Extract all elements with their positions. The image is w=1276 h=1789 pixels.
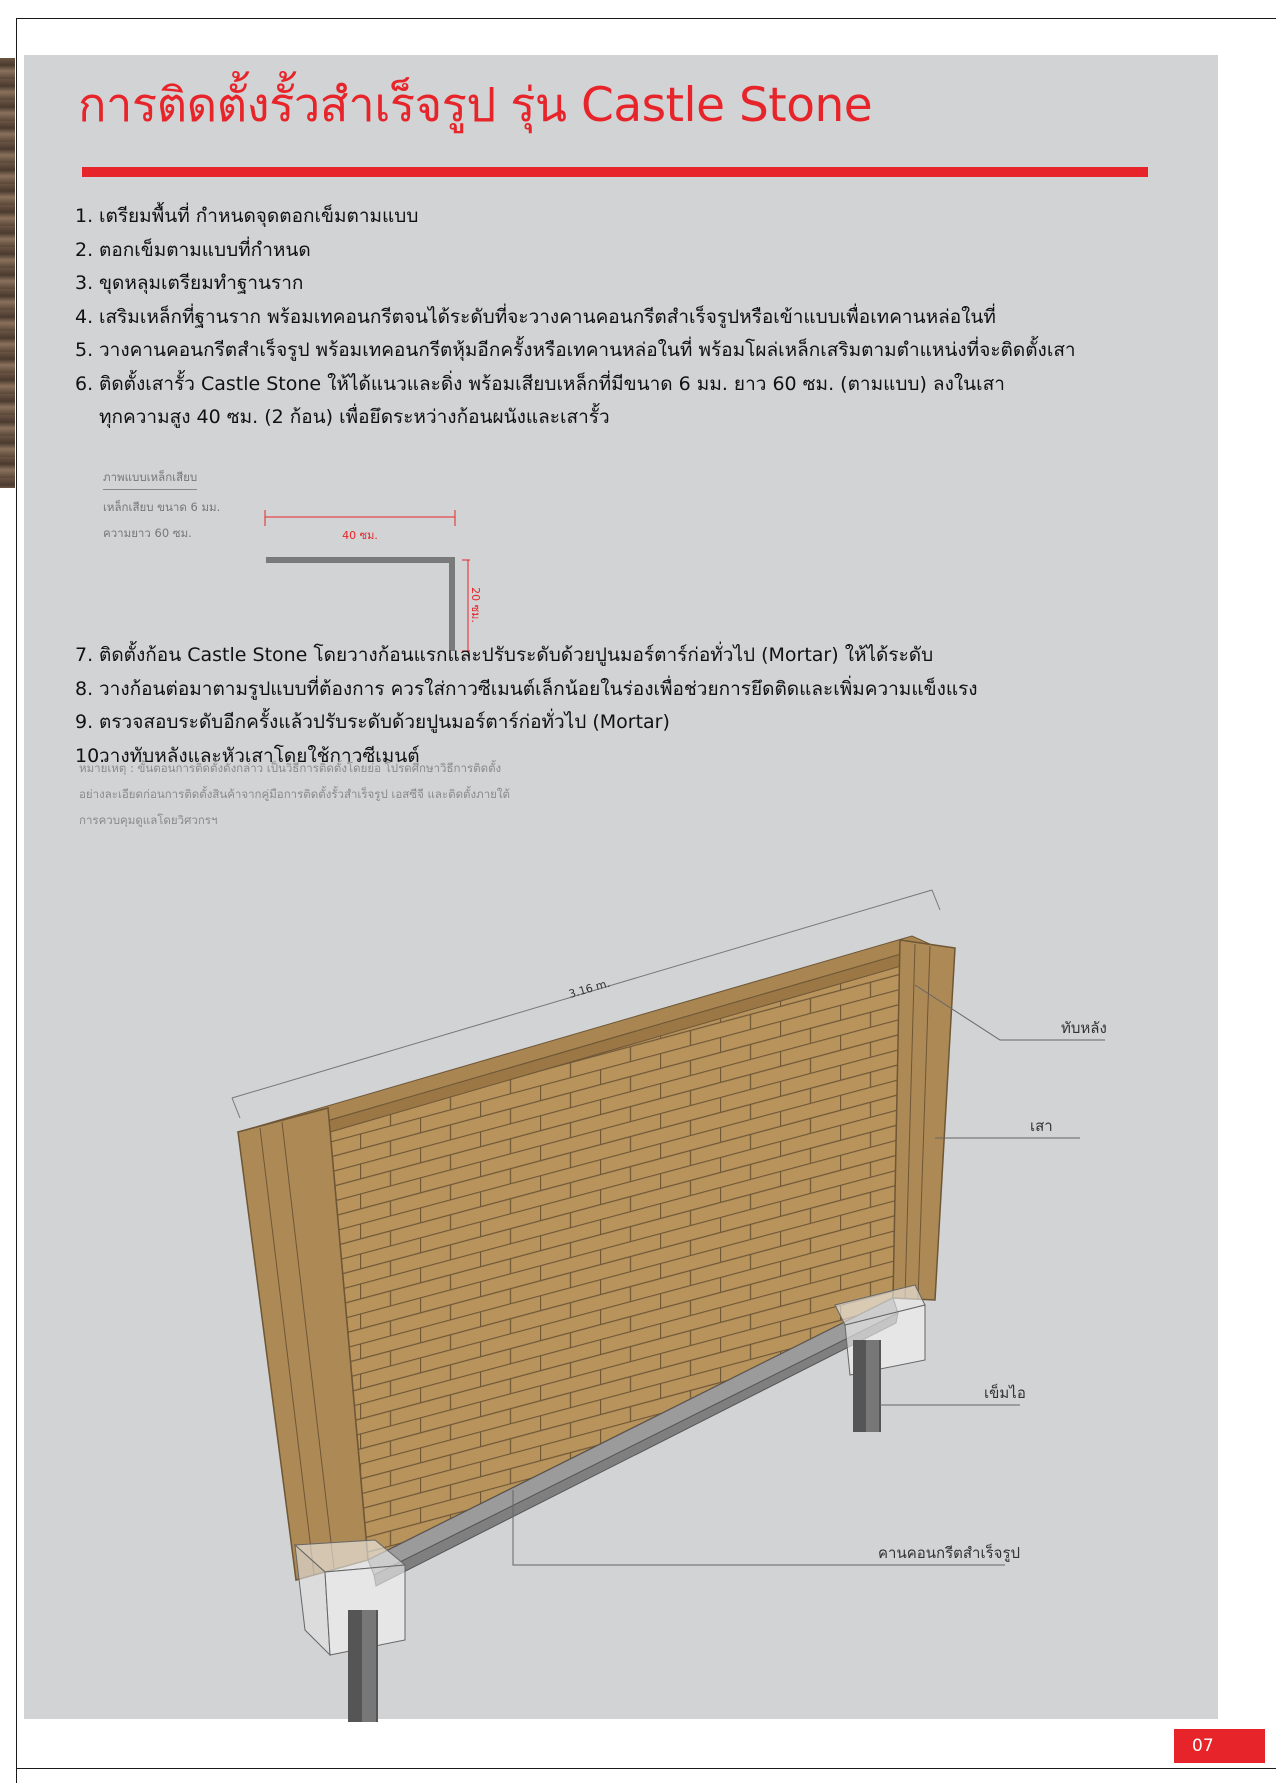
dim-label-vertical: 20 ซม. <box>469 587 482 623</box>
callout-post: เสา <box>1030 1117 1053 1135</box>
callout-beam: คานคอนกรีตสำเร็จรูป <box>878 1544 1021 1562</box>
callout-coping: ทับหลัง <box>1061 1019 1107 1037</box>
callout-pile: เข็มไอ <box>984 1384 1026 1402</box>
dimension-tick-right <box>932 890 940 910</box>
pile-left-flange <box>362 1610 376 1722</box>
step-number: 8. <box>75 677 94 700</box>
step-text: วางคานคอนกรีตสำเร็จรูป พร้อมเทคอนกรีตหุ้มอีกครั้งหรือเทคานหล่อในที่ พร้อมโผล่เหล็กเสริมตามตำแหน่งที่จะติดตั้งเสา <box>99 339 1076 361</box>
step-text: ขุดหลุมเตรียมทำฐานราก <box>99 272 304 294</box>
rebar-detail-size: เหล็กเสียบ ขนาด 6 มม. <box>103 500 221 514</box>
step-number: 10. <box>75 744 106 767</box>
pile-left <box>348 1610 378 1722</box>
step-text: ตรวจสอบระดับอีกครั้งแล้วปรับระดับด้วยปูนมอร์ตาร์ก่อทั่วไป (Mortar) <box>99 711 670 733</box>
step-number: 6. <box>75 372 94 395</box>
step-number: 1. <box>75 205 94 227</box>
step-number: 3. <box>75 272 94 294</box>
dim-label-horizontal: 40 ซม. <box>342 529 378 542</box>
step-number: 2. <box>75 238 94 261</box>
footnote-line: อย่างละเอียดก่อนการติดตั้งสินค้าจากคู่มือการติดตั้งรั้วสำเร็จรูป เอสซีจี และติดตั้งภายใต้ <box>79 787 510 801</box>
step-text: ตอกเข็มตามแบบที่กำหนด <box>99 238 311 261</box>
rebar-detail-length: ความยาว 60 ซม. <box>103 526 192 540</box>
step-number: 7. <box>75 644 94 666</box>
footnote-line: การควบคุมดูแลโดยวิศวกรฯ <box>79 813 218 827</box>
pile-right-flange <box>866 1340 879 1432</box>
step-text: เสริมเหล็กที่ฐานราก พร้อมเทคอนกรีตจนได้ระดับที่จะวางคานคอนกรีตสำเร็จรูปหรือเข้าแบบเพื่อเทคานหล่อในที่ <box>99 305 996 328</box>
step-text: วางก้อนต่อมาตามรูปแบบที่ต้องการ ควรใส่กาวซีเมนต์เล็กน้อยในร่องเพื่อช่วยการยึดติดและเพิ่มความแข็งแรง <box>99 677 978 700</box>
step-number: 5. <box>75 339 94 361</box>
page-title: การติดตั้งรั้วสำเร็จรูป รุ่น Castle Stone <box>78 78 873 133</box>
step-text: วางทับหลังและหัวเสาโดยใช้กาวซีเมนต์ <box>99 744 420 767</box>
step-continuation: ทุกความสูง 40 ซม. (2 ก้อน) เพื่อยึดระหว่างก้อนผนังและเสารั้ว <box>99 406 610 428</box>
step-text: ติดตั้งเสารั้ว Castle Stone ให้ได้แนวและดิ่ง พร้อมเสียบเหล็กที่มีขนาด 6 มม. ยาว 60 ซม. (ตามแบบ) ลงในเสา <box>99 372 1005 395</box>
footnote-line: หมายเหตุ : ขั้นตอนการติดตั้งดังกล่าว เป็นวิธีการติดตั้งโดยย่อ โปรดศึกษาวิธีการติดตั้ง <box>79 761 502 775</box>
step-number: 4. <box>75 305 94 328</box>
dimension-tick-left <box>232 1098 240 1118</box>
pile-right <box>853 1340 881 1432</box>
rebar-detail-heading: ภาพแบบเหล็กเสียบ <box>103 469 197 490</box>
dimension-label: 3.16 m. <box>567 976 612 1001</box>
step-number: 9. <box>75 711 94 733</box>
step-text: เตรียมพื้นที่ กำหนดจุดตอกเข็มตามแบบ <box>99 205 419 227</box>
step-text: ติดตั้งก้อน Castle Stone โดยวางก้อนแรกและปรับระดับด้วยปูนมอร์ตาร์ก่อทั่วไป (Mortar) ให้ได้ระดับ <box>99 644 934 666</box>
page-number-badge: 07 <box>1174 1729 1265 1763</box>
